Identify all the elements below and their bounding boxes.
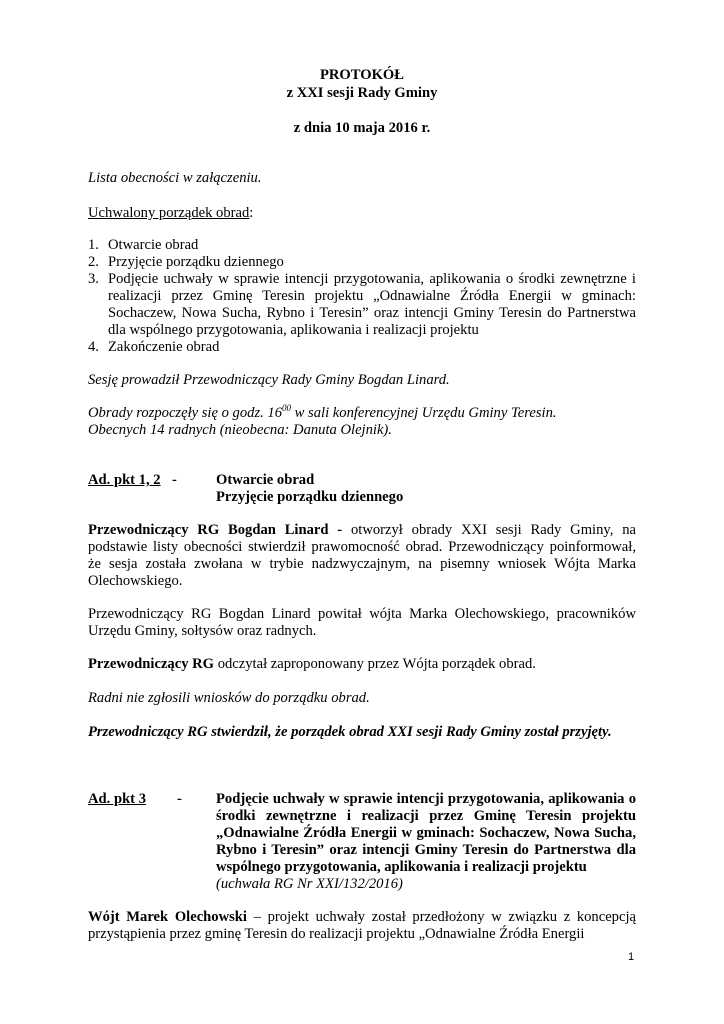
- agenda-item: [88, 237, 636, 254]
- section1-label: Ad. pkt 1, 2: [88, 472, 161, 488]
- section1-title-line2: Przyjęcie porządku dziennego: [216, 489, 404, 505]
- agenda-item-text: Podjęcie uchwały w sprawie intencji przygotowania, aplikowania o środki zewnętrzne i realizacji przez Gminę Teresin projektu „Odnawialne Źródła Energii w gminach: Sochaczew, Nowa Sucha, Rybno i Teresin” oraz intencji Gminy Teresin do Partnerstwa dla wspólnego przygotowania, aplikowania i realizacji projektu: [108, 271, 636, 338]
- chair-note: Sesję prowadził Przewodniczący Rady Gminy Bogdan Linard.: [88, 372, 450, 388]
- attendance-note: Lista obecności w załączeniu.: [88, 170, 262, 186]
- agenda-item: [88, 254, 636, 271]
- paragraph-text: – projekt uchwały został przedłożony w związku z koncepcją przystąpienia przez gminę Teresin do realizacji projektu „Odnawialne Źródła Energii: [88, 909, 636, 942]
- section2-dash: -: [177, 791, 182, 807]
- agenda-item-text: Przyjęcie porządku dziennego: [108, 254, 284, 270]
- present-note: Obecnych 14 radnych (nieobecna: Danuta Olejnik).: [88, 422, 392, 438]
- page-number: 1: [628, 951, 635, 963]
- agenda-item: [88, 339, 636, 356]
- section1-paragraph: [88, 522, 636, 590]
- agenda-item-text: Otwarcie obrad: [108, 237, 199, 253]
- section2-resolution-ref: (uchwała RG Nr XXI/132/2016): [216, 876, 403, 892]
- agenda-heading-text: Uchwalony porządek obrad: [88, 205, 250, 221]
- agenda-heading-colon: :: [249, 205, 254, 221]
- section1-greeting: Przewodniczący RG Bogdan Linard powitał wójta Marka Olechowskiego, pracowników Urzędu Gminy, sołtysów oraz radnych.: [88, 606, 636, 639]
- section2-label: Ad. pkt 3: [88, 791, 146, 807]
- start-note-minutes: 00: [282, 403, 292, 414]
- paragraph-text: odczytał zaproponowany przez Wójta porządek obrad.: [214, 656, 536, 672]
- section2-title: Podjęcie uchwały w sprawie intencji przygotowania, aplikowania o środki zewnętrzne i realizacji przez Gminę Teresin projektu „Odnawialne Źródła Energii w gminach: Sochaczew, Nowa Sucha, Rybno i Teresin” oraz intencji Gminy Teresin do Partnerstwa dla wspólnego przygotowania, aplikowania i realizacji projektu: [216, 791, 636, 875]
- section1-title-line1: Otwarcie obrad: [216, 472, 315, 488]
- agenda-item-number: 1.: [88, 237, 99, 253]
- start-note-prefix: Obrady rozpoczęły się o godz. 16: [88, 405, 283, 421]
- agenda-heading: [88, 205, 253, 222]
- document-date: z dnia 10 maja 2016 r.: [293, 120, 431, 136]
- paragraph-text: otworzył obrady XXI sesji Rady Gminy, na podstawie listy obecności stwierdził prawomocność obrad. Przewodniczący poinformował, że sesja została zwołana w trybie nadzwyczajnym, na pisemny wniosek Wójta Marka Olechowskiego.: [88, 522, 636, 589]
- start-note-suffix: w sali konferencyjnej Urzędu Gminy Teresin.: [291, 405, 557, 421]
- speaker-name: Wójt Marek Olechowski: [88, 909, 247, 925]
- agenda-item-text: Zakończenie obrad: [108, 339, 220, 355]
- section1-no-motions: Radni nie zgłosili wniosków do porządku obrad.: [88, 690, 370, 706]
- speaker-name: Przewodniczący RG Bogdan Linard -: [88, 522, 343, 538]
- section1-conclusion: Przewodniczący RG stwierdził, że porządek obrad XXI sesji Rady Gminy został przyjęty.: [88, 724, 612, 740]
- section1-dash: -: [172, 472, 177, 488]
- agenda-item: [88, 271, 636, 339]
- agenda-item-number: 3.: [88, 271, 99, 287]
- agenda-list: [88, 237, 636, 356]
- speaker-name: Przewodniczący RG: [88, 656, 215, 672]
- agenda-item-number: 2.: [88, 254, 99, 270]
- document-subtitle: z XXI sesji Rady Gminy: [286, 85, 438, 101]
- document-title: PROTOKÓŁ: [319, 67, 405, 83]
- section2-paragraph: [88, 909, 636, 943]
- section1-agenda-read: [88, 656, 636, 673]
- agenda-item-number: 4.: [88, 339, 99, 355]
- start-note: [88, 405, 557, 422]
